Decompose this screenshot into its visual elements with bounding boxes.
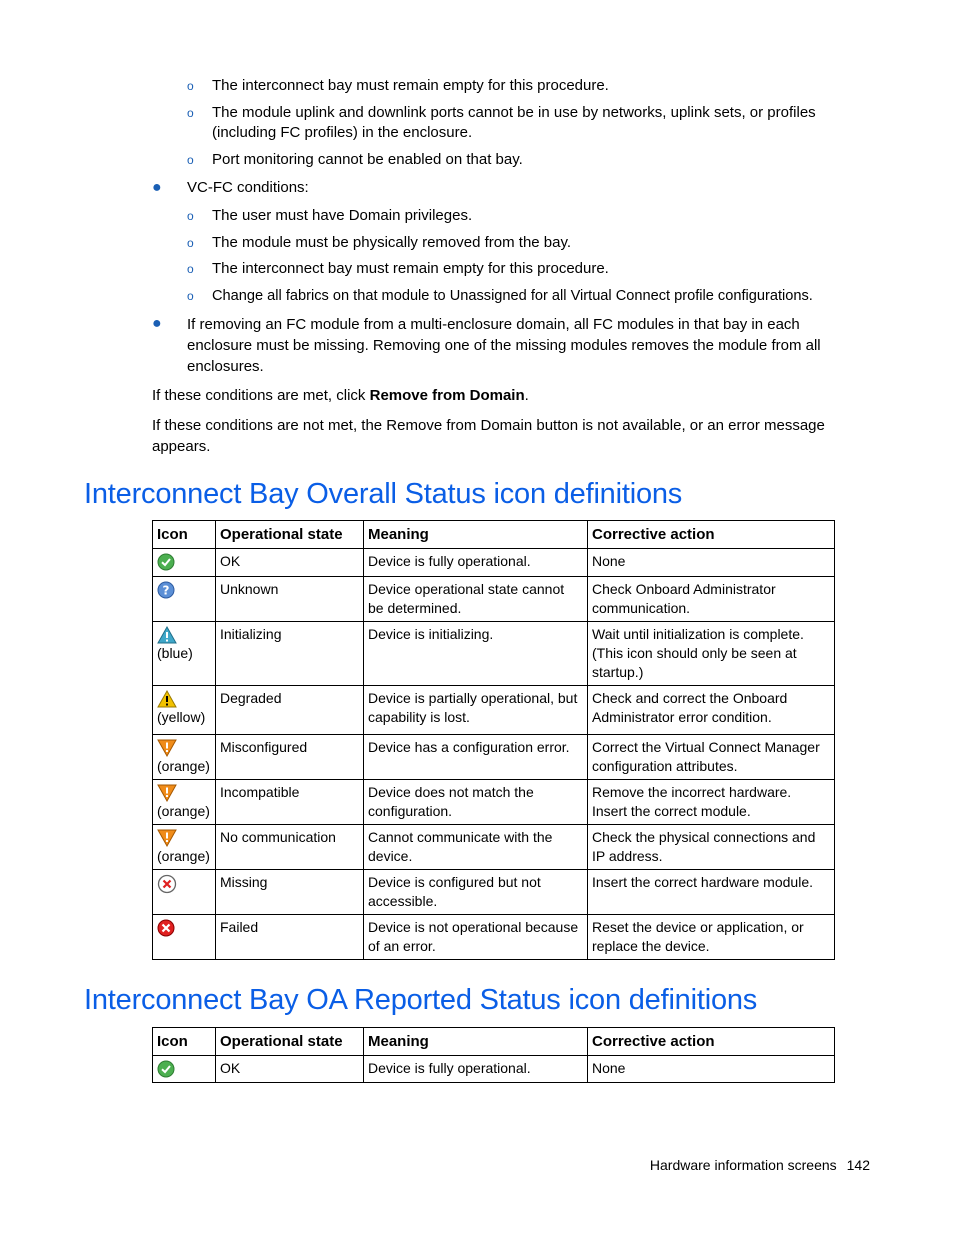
incompatible-icon [157,784,177,802]
action-cell: Remove the incorrect hardware. Insert the correct module. [588,780,835,825]
no-communication-icon [157,829,177,847]
meaning-cell: Device is not operational because of an error. [364,915,588,960]
state-cell: Incompatible [216,780,364,825]
table-row [153,1056,835,1083]
meaning-cell: Device is configured but not accessible. [364,870,588,915]
icon-cell [153,735,216,780]
icon-cell [153,915,216,960]
bullet-marker: o [187,106,194,120]
icon-cell [153,622,216,686]
state-cell: Misconfigured [216,735,364,780]
bullet-marker: o [187,236,194,250]
list-item-text: Change all fabrics on that module to Unassigned for all Virtual Connect profile configurations. [212,288,813,304]
section-title-oa-reported-status: Interconnect Bay OA Reported Status icon definitions [84,984,758,1016]
section-title-overall-status: Interconnect Bay Overall Status icon definitions [84,478,683,510]
list-item-text: The interconnect bay must remain empty for this procedure. [212,77,609,94]
meaning-cell: Device operational state cannot be determined. [364,577,588,622]
icon-cell [153,825,216,870]
meaning-cell: Device is initializing. [364,622,588,686]
icon-color-note: (orange) [157,848,210,864]
header-corrective-action: Corrective action [588,1028,835,1056]
action-cell: None [588,549,835,577]
initializing-icon [157,626,177,644]
action-cell: Reset the device or application, or replace the device. [588,915,835,960]
missing-icon [157,874,177,894]
table-row [153,780,835,825]
action-cell: Wait until initialization is complete. (This icon should only be seen at startup.) [588,622,835,686]
icon-color-note: (yellow) [157,709,206,725]
state-cell: Missing [216,870,364,915]
meaning-cell: Device is fully operational. [364,1056,588,1083]
header-meaning: Meaning [364,1028,588,1056]
meaning-cell: Device has a configuration error. [364,735,588,780]
bullet-marker: o [187,289,194,303]
list-item-text: The module must be physically removed from the bay. [212,234,572,251]
icon-color-note: (orange) [157,803,210,819]
fc-module-text: If removing an FC module from a multi-enclosure domain, all FC modules in that bay in each enclosure must be missing. Removing one of the missing modules removes the module from all enclosures. [187,316,821,375]
meaning-cell: Device does not match the configuration. [364,780,588,825]
conditions-met-paragraph [152,385,842,406]
bullet-marker: ● [152,315,162,332]
meaning-cell: Cannot communicate with the device. [364,825,588,870]
bullet-marker: o [187,153,194,167]
page-number: 142 [846,1157,870,1173]
icon-cell [153,1056,216,1083]
table-row [153,870,835,915]
icon-color-note: (blue) [157,645,193,661]
degraded-icon [157,690,177,708]
table-row [153,549,835,577]
meaning-cell: Device is fully operational. [364,549,588,577]
state-cell: Failed [216,915,364,960]
action-cell: Check and correct the Onboard Administrator error condition. [588,686,835,735]
meaning-cell: Device is partially operational, but capability is lost. [364,686,588,735]
misconfigured-icon [157,739,177,757]
list-item-text: The module uplink and downlink ports cannot be in use by networks, uplink sets, or profiles (including FC profiles) in the enclosure. [212,104,816,141]
table-row [153,735,835,780]
state-cell: OK [216,549,364,577]
table-row [153,622,835,686]
remove-from-domain-label: Remove from Domain [369,387,525,404]
action-cell: None [588,1056,835,1083]
overall-status-table [152,520,835,960]
state-cell: OK [216,1056,364,1083]
table-header-row [153,521,835,549]
header-corrective-action: Corrective action [588,521,835,549]
header-operational-state: Operational state [216,1028,364,1056]
icon-cell [153,577,216,622]
header-meaning: Meaning [364,521,588,549]
table-row [153,915,835,960]
table-row [153,825,835,870]
oa-reported-status-table [152,1027,835,1083]
action-cell: Check Onboard Administrator communication. [588,577,835,622]
action-cell: Insert the correct hardware module. [588,870,835,915]
state-cell: Degraded [216,686,364,735]
bullet-marker: o [187,209,194,223]
failed-icon [157,919,175,937]
header-icon: Icon [153,521,216,549]
svg-text:?: ? [162,583,170,598]
icon-cell [153,686,216,735]
state-cell: Initializing [216,622,364,686]
table-row [153,577,835,622]
table-row [153,686,835,735]
para1-suffix: . [524,387,529,404]
unknown-icon [157,581,175,599]
icon-cell [153,549,216,577]
bullet-marker: o [187,79,194,93]
ok-icon [157,1060,175,1078]
list-item-text: The interconnect bay must remain empty for this procedure. [212,260,609,277]
action-cell: Check the physical connections and IP address. [588,825,835,870]
ok-icon [157,553,175,571]
bullet-marker: ● [152,179,162,196]
para1-prefix: If these conditions are met, click [152,387,370,404]
action-cell: Correct the Virtual Connect Manager configuration attributes. [588,735,835,780]
icon-color-note: (orange) [157,758,210,774]
table-header-row [153,1028,835,1056]
icon-cell [153,780,216,825]
header-icon: Icon [153,1028,216,1056]
icon-cell [153,870,216,915]
state-cell: No communication [216,825,364,870]
page-footer [640,1157,870,1173]
state-cell: Unknown [216,577,364,622]
bullet-marker: o [187,262,194,276]
footer-title: Hardware information screens [649,1157,837,1173]
list-item-text: The user must have Domain privileges. [212,207,473,224]
vcfc-label: VC-FC conditions: [187,179,309,196]
conditions-not-met-paragraph: If these conditions are not met, the Remove from Domain button is not available, or an error message appears. [152,417,825,455]
list-item-text: Port monitoring cannot be enabled on that bay. [212,151,523,168]
header-operational-state: Operational state [216,521,364,549]
